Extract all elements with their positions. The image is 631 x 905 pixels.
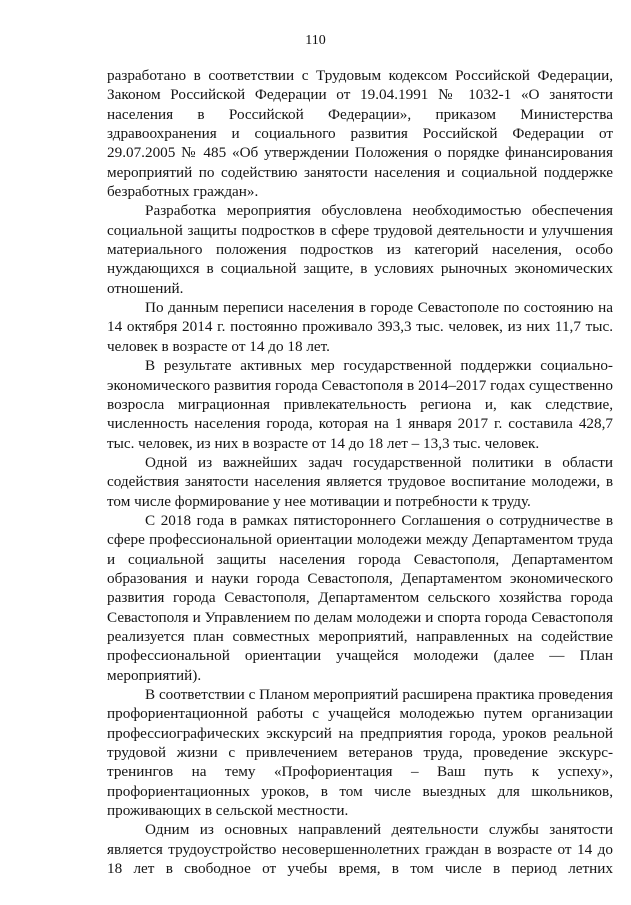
paragraph-employment-service: Одним из основных направлений деятельности службы занятости является трудоустройство несовершеннолетних граждан в возрасте от 14 до 18 лет в свободное от учебы время, в том числе в период летних (107, 821, 613, 878)
paragraph-action-plan: В соответствии с Планом мероприятий расширена практика проведения профориентационной работы с учащейся молодежью путем организации профессиографических экскурсий на предприятия города, уроков реальной трудовой жизни с привлечением ветеранов труда, проведение экскурс-тренингов на тему «Профориентация – Ваш путь к успеху», профориентационных уроков, в том числе выездных для школьников, проживающих в сельской местности. (107, 686, 613, 820)
document-body (107, 66, 613, 878)
paragraph-legal-basis: разработано в соответствии с Трудовым кодексом Российской Федерации, Законом Российской Федерации от 19.04.1991 № 1032-1 «О занятости населения в Российской Федерации», приказом Министерства здравоохранения и социального развития Российской Федерации от 29.07.2005 № 485 «Об утверждении Положения о порядке финансирования мероприятий по содействию занятости населения и социальной поддержке безработных граждан». (107, 67, 613, 201)
paragraph-population-2017: В результате активных мер государственной поддержки социально-экономического развития города Севастополя в 2014–2017 годах существенно возросла миграционная привлекательность региона и, как следствие, численность населения города, которая на 1 января 2017 г. составила 428,7 тыс. человек, из них в возрасте от 14 до 18 лет – 13,3 тыс. человек. (107, 357, 613, 452)
paragraph-census-2014: По данным переписи населения в городе Севастополе по состоянию на 14 октября 2014 г. постоянно проживало 393,3 тыс. человек, из них 11,7 тыс. человек в возрасте от 14 до 18 лет. (107, 299, 613, 355)
page-number: 110 (305, 33, 326, 48)
paragraph-agreement-2018: С 2018 года в рамках пятистороннего Соглашения о сотрудничестве в сфере профессиональной ориентации молодежи между Департаментом труда и социальной защиты населения города Севастополя, Департаментом образования и науки города Севастополя, Департаментом экономического развития города Севастополя, Департаментом сельского хозяйства города Севастополя и Управлением по делам молодежи и спорта города Севастополя реализуется план совместных мероприятий, направленных на содействие профессиональной ориентации учащейся молодежи (далее — План мероприятий). (107, 511, 613, 684)
paragraph-rationale: Разработка мероприятия обусловлена необходимостью обеспечения социальной защиты подростков в сфере трудовой деятельности и улучшения материального положения подростков из категорий населения, особо нуждающихся в социальной защите, в условиях рыночных экономических отношений. (107, 202, 613, 297)
paragraph-state-policy: Одной из важнейших задач государственной политики в области содействия занятости населения является трудовое воспитание молодежи, в том числе формирование у нее мотивации и потребности к труду. (107, 453, 613, 510)
